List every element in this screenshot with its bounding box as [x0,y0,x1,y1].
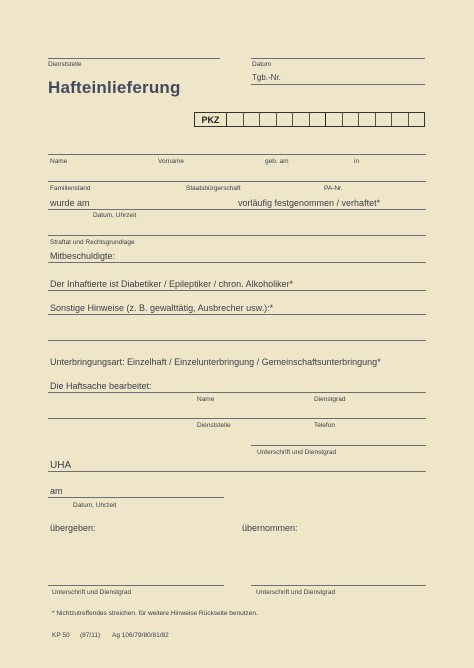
bearbeiter-dienstgrad-label: Dienstgrad [314,396,346,403]
mitbeschuldigte-label: Mitbeschuldigte: [50,251,116,261]
wurde-am-line [48,209,426,210]
uebernommen-unterschrift-label: Unterschrift und Dienstgrad [256,589,336,596]
familienstand-line [48,181,426,182]
haftsache-bearbeitet-label: Die Haftsache bearbeitet: [50,381,152,391]
pkz-digit [310,113,327,126]
uebernommen-unterschrift-line [251,585,426,586]
uha-line [48,471,426,472]
form-date: (87/11) [80,632,101,639]
diabetiker-line [48,290,426,291]
pkz-digit [293,113,310,126]
uebergeben-unterschrift-label: Unterschrift und Dienstgrad [52,589,132,596]
uha-label: UHA [50,460,72,471]
pkz-digit [260,113,277,126]
pkz-field[interactable] [194,112,425,127]
vorname-label: Vorname [158,158,185,165]
pkz-digit [343,113,360,126]
straftat-line [48,235,426,236]
uha-datum-uhrzeit-label: Datum, Uhrzeit [73,502,117,509]
form-code: KP 50 [52,632,70,639]
uebergeben-label: übergeben: [50,523,96,533]
diabetiker-label: Der Inhaftierte ist Diabetiker / Epileptiker / chron. Alkoholiker* [50,279,294,289]
bearbeiter-unterschrift-label: Unterschrift und Dienstgrad [257,449,337,456]
pkz-label: PKZ [195,113,227,126]
sonstige-line-1 [48,314,426,315]
straftat-label: Straftat und Rechtsgrundlage [50,239,135,246]
bearbeiter-line [48,392,426,393]
familienstand-label: Familienstand [50,185,91,192]
pkz-digit [244,113,261,126]
staatsbuergerschaft-label: Staatsbürgerschaft [186,185,241,192]
form-ag-number: Ag 106/79/80/81/82 [112,632,169,639]
uebergeben-unterschrift-line [48,585,224,586]
bearbeiter-telefon-label: Telefon [314,422,335,429]
uebernommen-label: übernommen: [242,523,298,533]
dienststelle-line [48,58,220,59]
unterbringungsart-label: Unterbringungsart: Einzelhaft / Einzelunterbringung / Gemeinschaftsunterbringung* [50,357,381,367]
pkz-digit [326,113,343,126]
geb-am-label: geb. am [265,158,289,165]
uha-am-line [48,497,224,498]
datum-uhrzeit-label: Datum, Uhrzeit [93,212,137,219]
sonstige-hinweise-label: Sonstige Hinweise (z. B. gewalttätig, Ausbrecher usw.):* [50,303,274,313]
name-line [48,154,426,155]
bearbeiter-dienststelle-label: Dienststelle [197,422,231,429]
pa-nr-label: PA-Nr. [324,185,343,192]
bearbeiter-unterschrift-line [251,445,426,446]
pkz-digit [376,113,393,126]
pkz-digit [277,113,294,126]
dienststelle-telefon-line [48,418,426,419]
tgb-line [251,84,425,85]
pkz-digit [359,113,376,126]
mitbeschuldigte-line [48,262,426,263]
dienststelle-label: Dienststelle [48,61,82,68]
bearbeiter-name-label: Name [197,396,215,403]
form-title: Hafteinlieferung [48,78,181,97]
name-label: Name [50,158,68,165]
footnote: * Nichtzutreffendes streichen. für weitere Hinweise Rückseite benutzen. [52,610,258,617]
datum-line [251,58,425,59]
geburtsort-label: in [354,158,360,165]
pkz-digit [392,113,409,126]
wurde-am-label: wurde am [50,198,90,208]
tgb-label: Tgb.-Nr. [252,73,281,82]
pkz-digit [409,113,425,126]
uha-am-label: am [50,486,63,496]
festgenommen-label: vorläufig festgenommen / verhaftet* [238,198,381,208]
datum-label: Datum [252,61,272,68]
pkz-digit [227,113,244,126]
sonstige-line-2 [48,340,426,341]
